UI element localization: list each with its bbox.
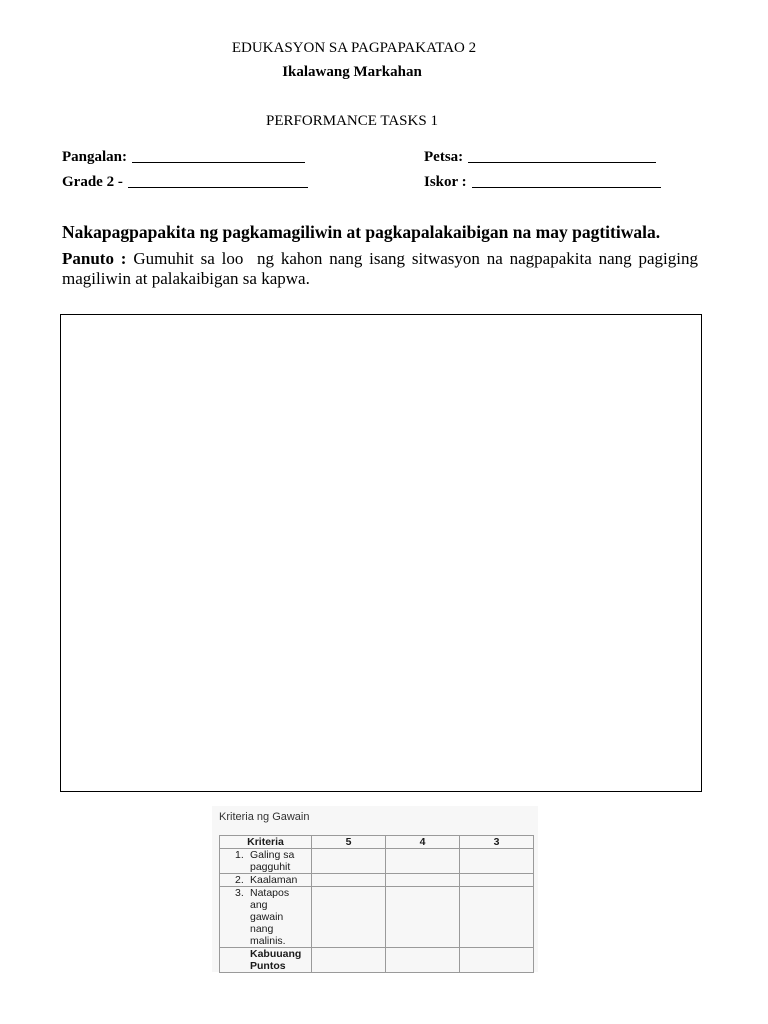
task-title: PERFORMANCE TASKS 1 bbox=[266, 113, 438, 129]
name-blank-line bbox=[132, 148, 305, 163]
table-row bbox=[220, 874, 534, 887]
criterion-cell bbox=[220, 849, 312, 874]
score-cell-3 bbox=[460, 849, 534, 874]
table-row bbox=[220, 887, 534, 948]
criterion-label: Galing sa pagguhit bbox=[250, 849, 295, 873]
score-label: Iskor : bbox=[424, 174, 467, 190]
score-cell-5 bbox=[312, 874, 386, 887]
table-row bbox=[220, 849, 534, 874]
criterion-number: 3. bbox=[235, 887, 244, 899]
score-cell-5 bbox=[312, 887, 386, 948]
total-row bbox=[220, 948, 534, 973]
total-label: Kabuuang Puntos bbox=[250, 948, 302, 972]
drawing-box bbox=[60, 314, 702, 792]
grade-field bbox=[62, 173, 308, 191]
column-header-5: 5 bbox=[312, 836, 386, 849]
instruction-label: Panuto : bbox=[62, 249, 127, 268]
score-cell-5 bbox=[312, 849, 386, 874]
score-cell-4 bbox=[386, 887, 460, 948]
criterion-label: Natapos ang gawain nang malinis. bbox=[250, 887, 290, 947]
date-field bbox=[424, 148, 656, 166]
column-header-4: 4 bbox=[386, 836, 460, 849]
date-label: Petsa: bbox=[424, 149, 464, 165]
score-field bbox=[424, 173, 661, 191]
total-cell-4 bbox=[386, 948, 460, 973]
column-header-kriteria: Kriteria bbox=[220, 836, 312, 849]
subject-title: EDUKASYON SA PAGPAPAKATAO 2 bbox=[231, 40, 477, 56]
column-header-3: 3 bbox=[460, 836, 534, 849]
criterion-label: Kaalaman bbox=[250, 874, 298, 886]
grade-blank-line bbox=[128, 173, 308, 188]
criterion-number: 1. bbox=[235, 849, 244, 861]
score-cell-4 bbox=[386, 849, 460, 874]
total-label-cell bbox=[220, 948, 312, 973]
criterion-cell bbox=[220, 887, 312, 948]
name-field bbox=[62, 148, 305, 166]
name-label: Pangalan: bbox=[62, 149, 128, 165]
instruction-text: Gumuhit sa loo ng kahon nang isang sitwasyon na nagpapakita nang pagiging magiliwin at palakaibigan sa kapwa. bbox=[62, 249, 703, 288]
instruction-paragraph bbox=[62, 249, 703, 289]
criterion-number: 2. bbox=[235, 874, 244, 886]
grade-label: Grade 2 - bbox=[62, 174, 123, 190]
total-cell-3 bbox=[460, 948, 534, 973]
score-blank-line bbox=[472, 173, 661, 188]
score-cell-4 bbox=[386, 874, 460, 887]
total-cell-5 bbox=[312, 948, 386, 973]
score-cell-3 bbox=[460, 874, 534, 887]
date-blank-line bbox=[468, 148, 656, 163]
rubric-title: Kriteria ng Gawain bbox=[219, 811, 310, 823]
objective-heading: Nakapagpapakita ng pagkamagiliwin at pagkapalakaibigan na may pagtitiwala. bbox=[62, 222, 661, 242]
criterion-cell bbox=[220, 874, 312, 887]
rubric-header-row bbox=[220, 836, 534, 849]
rubric-table bbox=[219, 835, 534, 973]
quarter-title: Ikalawang Markahan bbox=[282, 64, 422, 80]
score-cell-3 bbox=[460, 887, 534, 948]
